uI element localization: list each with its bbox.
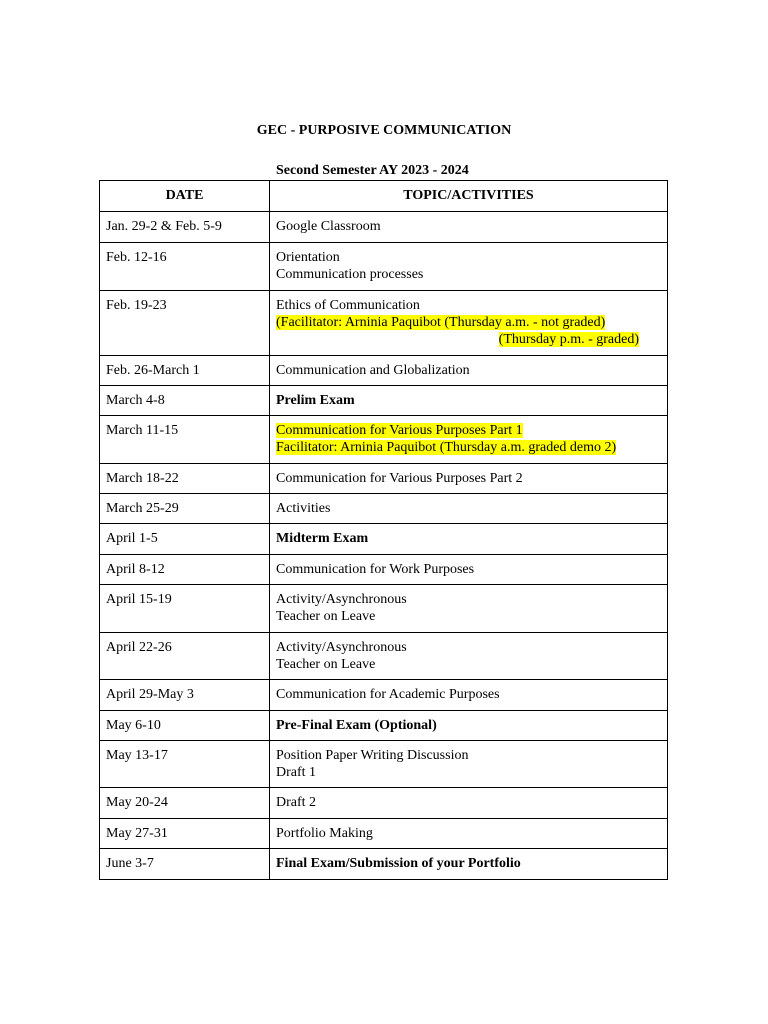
table-row (100, 416, 668, 464)
row-topic (270, 356, 668, 386)
table-row (100, 291, 668, 356)
table-row (100, 741, 668, 788)
topic-line: Prelim Exam (276, 393, 355, 408)
row-topic (270, 741, 668, 788)
topic-line: Communication processes (276, 267, 424, 282)
topic-line: Final Exam/Submission of your Portfolio (276, 856, 521, 871)
topic-line: Activities (276, 501, 331, 516)
table-row (100, 788, 668, 819)
highlighted-topic-line: Communication for Various Purposes Part 1 (276, 423, 523, 438)
table-row (100, 524, 668, 555)
topic-line: Communication for Work Purposes (276, 562, 475, 577)
row-topic (270, 788, 668, 819)
topic-line: Position Paper Writing Discussion (276, 748, 469, 763)
schedule-table (99, 180, 668, 880)
row-topic (270, 680, 668, 711)
row-date: May 6-10 (100, 711, 270, 741)
row-date: Feb. 26-March 1 (100, 356, 270, 386)
row-date: April 22-26 (100, 633, 270, 680)
topic-line: Teacher on Leave (276, 657, 376, 672)
topic-line: Activity/Asynchronous (276, 592, 407, 607)
table-row (100, 212, 668, 243)
topic-line: Activity/Asynchronous (276, 640, 407, 655)
row-topic (270, 711, 668, 741)
row-date: Feb. 19-23 (100, 291, 270, 356)
row-date: March 4-8 (100, 386, 270, 416)
column-header-topic: TOPIC/ACTIVITIES (270, 181, 668, 212)
row-topic (270, 416, 668, 464)
row-topic (270, 849, 668, 880)
topic-line: Pre-Final Exam (Optional) (276, 718, 437, 733)
topic-line: Communication for Academic Purposes (276, 687, 500, 702)
highlighted-topic-line: (Thursday p.m. - graded) (498, 332, 639, 347)
row-date: April 1-5 (100, 524, 270, 555)
row-topic (270, 633, 668, 680)
row-date: April 15-19 (100, 585, 270, 633)
row-date: March 18-22 (100, 464, 270, 494)
row-topic (270, 524, 668, 555)
document-subtitle: Second Semester AY 2023 - 2024 (276, 163, 469, 178)
column-header-date: DATE (100, 181, 270, 212)
row-date: March 25-29 (100, 494, 270, 524)
row-date: May 20-24 (100, 788, 270, 819)
table-row (100, 849, 668, 880)
table-row (100, 243, 668, 291)
topic-line: Portfolio Making (276, 826, 373, 841)
row-topic (270, 212, 668, 243)
row-topic (270, 555, 668, 585)
topic-line: Communication and Globalization (276, 363, 470, 378)
row-date: April 8-12 (100, 555, 270, 585)
row-date: Jan. 29-2 & Feb. 5-9 (100, 212, 270, 243)
topic-line: Google Classroom (276, 219, 381, 234)
row-topic (270, 819, 668, 849)
topic-line: Orientation (276, 250, 340, 265)
topic-line: Teacher on Leave (276, 609, 376, 624)
table-row (100, 680, 668, 711)
topic-line: Communication for Various Purposes Part 2 (276, 471, 523, 486)
highlighted-topic-line: Facilitator: Arninia Paquibot (Thursday a.m. graded demo 2) (276, 440, 617, 455)
table-row (100, 819, 668, 849)
table-row (100, 711, 668, 741)
row-date: June 3-7 (100, 849, 270, 880)
row-topic (270, 494, 668, 524)
row-topic (270, 464, 668, 494)
table-row (100, 386, 668, 416)
table-row (100, 555, 668, 585)
topic-line: Draft 2 (276, 795, 317, 810)
row-topic (270, 585, 668, 633)
row-date: Feb. 12-16 (100, 243, 270, 291)
row-topic (270, 386, 668, 416)
table-row (100, 464, 668, 494)
row-topic (270, 291, 668, 356)
document-title: GEC - PURPOSIVE COMMUNICATION (256, 123, 512, 138)
highlighted-topic-line: (Facilitator: Arninia Paquibot (Thursday a.m. - not graded) (276, 315, 606, 330)
row-date: March 11-15 (100, 416, 270, 464)
table-header-row (100, 181, 668, 212)
table-row (100, 356, 668, 386)
table-row (100, 494, 668, 524)
row-topic (270, 243, 668, 291)
row-date: April 29-May 3 (100, 680, 270, 711)
topic-line: Midterm Exam (276, 531, 369, 546)
table-row (100, 633, 668, 680)
row-date: May 13-17 (100, 741, 270, 788)
topic-line: Draft 1 (276, 765, 317, 780)
row-date: May 27-31 (100, 819, 270, 849)
topic-line: Ethics of Communication (276, 298, 420, 313)
table-row (100, 585, 668, 633)
